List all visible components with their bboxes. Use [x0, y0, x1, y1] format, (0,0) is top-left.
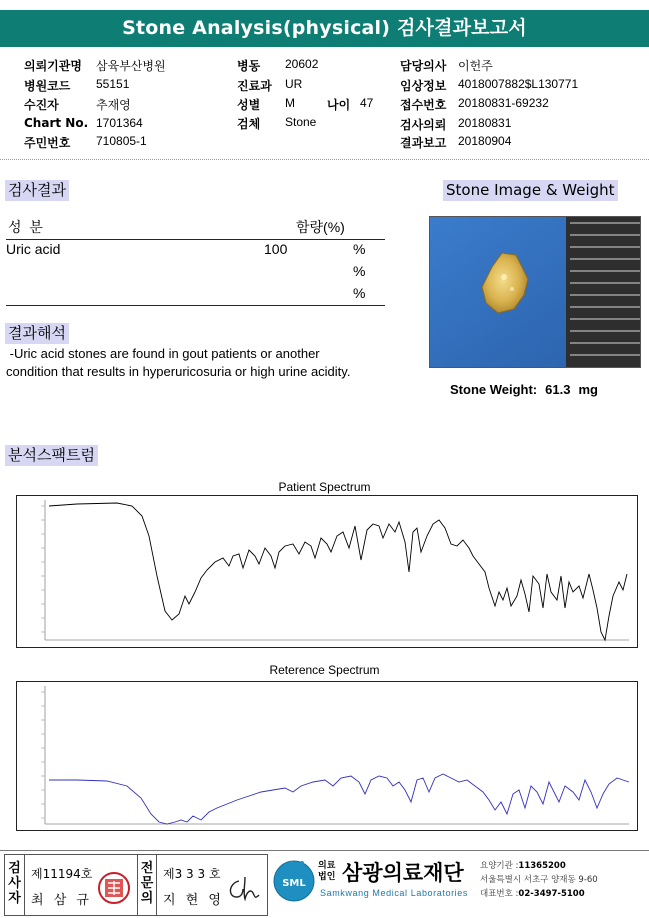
spectrum-heading: 분석스팩트럼	[5, 445, 98, 466]
org-code: 11365200	[518, 861, 566, 871]
info-label-patient: 수진자	[24, 98, 59, 112]
specialist-license: 제3 3 3 호	[163, 867, 221, 881]
info-label-doctor: 담당의사	[400, 59, 447, 73]
results-table-bottom-rule	[6, 305, 385, 306]
organization-english-name: Samkwang Medical Laboratories	[320, 888, 468, 898]
organization-type: 의료법인	[318, 861, 336, 882]
row-unit: %	[353, 285, 366, 301]
organization-contact	[480, 859, 598, 901]
info-value-ward: 20602	[285, 57, 319, 71]
info-label-sex: 성별	[237, 98, 261, 112]
info-label-chart-no: Chart No.	[24, 116, 89, 130]
info-value-id-number: 710805-1	[96, 134, 147, 148]
info-label-hospital-code: 병원코드	[24, 79, 71, 93]
org-phone-label: 대표번호 :	[480, 889, 519, 899]
stone-photo	[429, 216, 641, 368]
info-value-institution: 삼육부산병원	[96, 59, 166, 73]
stone-weight-unit: mg	[578, 382, 598, 397]
interpretation-line-1: -Uric acid stones are found in gout patients or another	[6, 346, 320, 361]
specialist-name: 지 현 영	[163, 893, 224, 908]
info-label-id-number: 주민번호	[24, 136, 71, 150]
sml-logo-text: SML	[282, 878, 306, 889]
stone-weight-value: 61.3	[545, 382, 571, 397]
info-value-accession: 20180831-69232	[458, 96, 549, 110]
stone-weight	[450, 382, 606, 397]
info-value-age: 47	[360, 96, 374, 110]
interpretation-heading: 결과해석	[5, 323, 69, 344]
info-label-report-date: 결과보고	[400, 136, 447, 150]
info-value-sex: M	[285, 96, 295, 110]
results-table-header	[6, 213, 385, 240]
info-value-department: UR	[285, 77, 303, 91]
reference-spectrum-title: Reterence Spectrum	[269, 663, 380, 677]
patient-info	[0, 54, 649, 154]
org-phone: 02-3497-5100	[518, 889, 585, 899]
row-component: Uric acid	[6, 241, 61, 257]
interpretation-text	[6, 345, 426, 381]
row-amount: 100	[264, 241, 288, 257]
info-value-specimen: Stone	[285, 115, 317, 129]
info-label-institution: 의뢰기관명	[24, 59, 82, 73]
info-divider	[0, 159, 649, 160]
patient-spectrum-chart	[16, 495, 638, 648]
info-value-clinical-info: 4018007882$L130771	[458, 77, 579, 91]
info-label-accession: 접수번호	[400, 98, 447, 112]
info-label-request-date: 검사의뢰	[400, 118, 447, 132]
examiner-name: 최 삼 규	[31, 893, 92, 908]
patient-spectrum-title: Patient Spectrum	[278, 480, 371, 494]
sml-logo-icon	[272, 859, 316, 903]
report-footer	[0, 850, 649, 918]
table-row	[6, 241, 385, 263]
info-value-doctor: 이헌주	[458, 59, 493, 73]
table-row	[6, 263, 385, 285]
info-label-ward: 병동	[237, 59, 261, 73]
stone-weight-label: Stone Weight:	[450, 382, 538, 397]
row-unit: %	[353, 241, 366, 257]
table-row	[6, 285, 385, 307]
info-value-chart-no: 1701364	[96, 116, 143, 130]
info-value-patient: 추재영	[96, 98, 131, 112]
examiner-license: 제11194호	[31, 867, 93, 881]
info-label-specimen: 검체	[237, 117, 261, 131]
info-label-clinical-info: 임상정보	[400, 79, 447, 93]
results-table	[6, 213, 385, 307]
organization-logo-area	[272, 855, 644, 915]
org-code-label: 요양기관 :	[480, 861, 519, 871]
col-component-header: 성 분	[8, 219, 43, 235]
patient-spectrum-plot	[17, 496, 637, 647]
col-content-header: 함량(%)	[296, 219, 345, 235]
report-title: Stone Analysis(physical) 검사결과보고서	[0, 10, 649, 47]
interpretation-line-2: condition that results in hyperuricosuria or high urine acidity.	[6, 364, 351, 379]
info-value-hospital-code: 55151	[96, 77, 130, 91]
info-value-report-date: 20180904	[458, 134, 512, 148]
reference-spectrum-chart	[16, 681, 638, 831]
results-heading: 검사결과	[5, 180, 69, 201]
organization-name: 삼광의료재단	[342, 861, 464, 885]
signature-icon	[225, 875, 265, 903]
seal-stamp-icon	[97, 871, 131, 905]
info-value-request-date: 20180831	[458, 116, 512, 130]
info-label-age: 나이	[327, 98, 351, 112]
reference-spectrum-plot	[17, 682, 637, 830]
signature-label-specialist: 전문의	[137, 855, 157, 915]
signature-box	[4, 854, 268, 916]
stone-image-heading: Stone Image & Weight	[443, 180, 618, 201]
org-address: 서울특별시 서초구 양재동 9-60	[480, 875, 598, 885]
info-label-department: 진료과	[237, 79, 272, 93]
signature-label-examiner: 검사자	[5, 855, 25, 915]
stone-photo-drawing	[430, 217, 641, 368]
row-unit: %	[353, 263, 366, 279]
